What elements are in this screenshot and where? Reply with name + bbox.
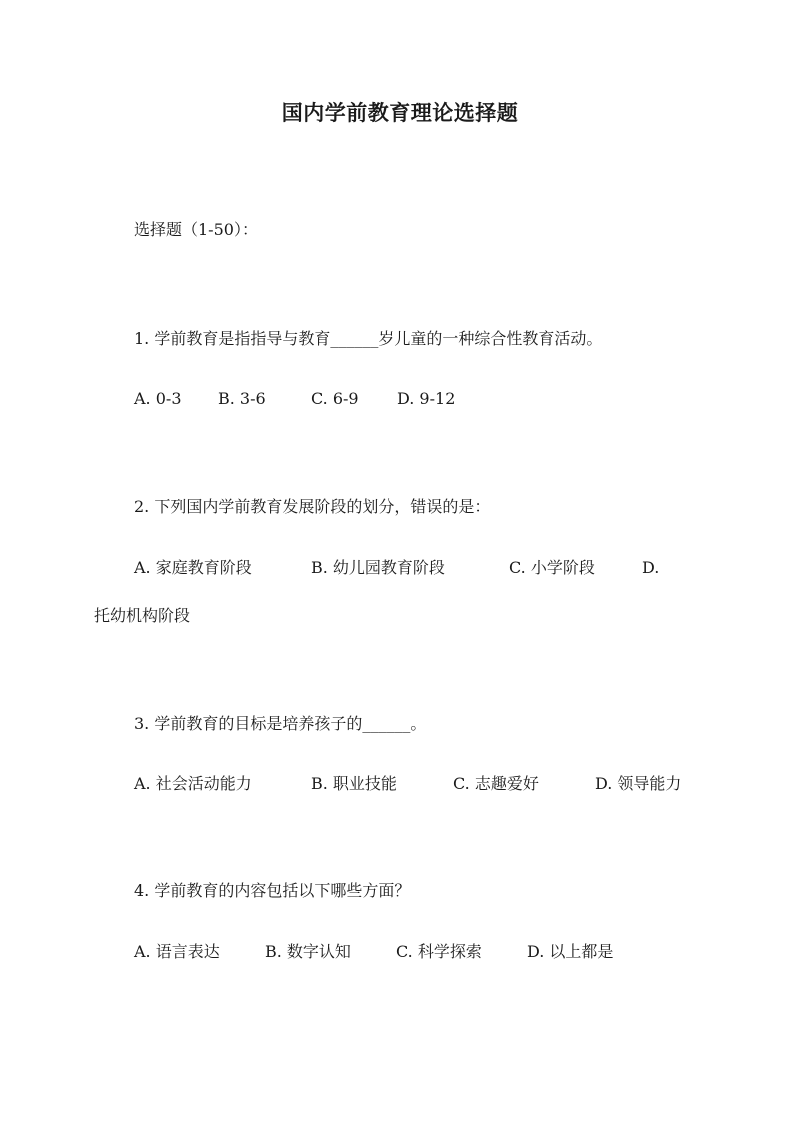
question-4-options (134, 940, 613, 964)
question-4-option-b: B. 数字认知 (265, 942, 351, 961)
question-4-stem: 4. 学前教育的内容包括以下哪些方面？ (134, 881, 411, 900)
question-3-option-b: B. 职业技能 (311, 774, 397, 793)
question-2-option-d-text: 托幼机构阶段 (94, 606, 191, 625)
question-4-option-a: A. 语言表达 (134, 942, 220, 961)
question-1-option-d: D. 9-12 (397, 389, 456, 408)
question-1-option-b: B. 3-6 (218, 389, 266, 408)
question-3-option-d: D. 领导能力 (595, 774, 682, 793)
question-1-option-a: A. 0-3 (134, 389, 182, 408)
question-1-options (134, 387, 455, 411)
question-3-option-c: C. 志趣爱好 (453, 774, 539, 793)
question-1-stem: 1. 学前教育是指指导与教育______岁儿童的一种综合性教育活动。 (134, 329, 603, 348)
question-4-option-d: D. 以上都是 (527, 942, 614, 961)
question-2-option-a: A. 家庭教育阶段 (134, 558, 252, 577)
question-2-stem: 2. 下列国内学前教育发展阶段的划分，错误的是： (134, 497, 491, 516)
question-4-option-c: C. 科学探索 (396, 942, 482, 961)
document-title: 国内学前教育理论选择题 (281, 100, 519, 125)
question-1-option-c: C. 6-9 (311, 389, 359, 408)
question-2-option-d: D. (642, 558, 660, 577)
question-3-options (134, 772, 681, 796)
question-2-option-b: B. 幼儿园教育阶段 (311, 558, 445, 577)
question-3-stem: 3. 学前教育的目标是培养孩子的______。 (134, 714, 427, 733)
question-2-option-c: C. 小学阶段 (509, 558, 595, 577)
section-intro: 选择题（1-50）： (134, 220, 258, 239)
question-2-options (134, 556, 659, 580)
question-3-option-a: A. 社会活动能力 (134, 774, 252, 793)
